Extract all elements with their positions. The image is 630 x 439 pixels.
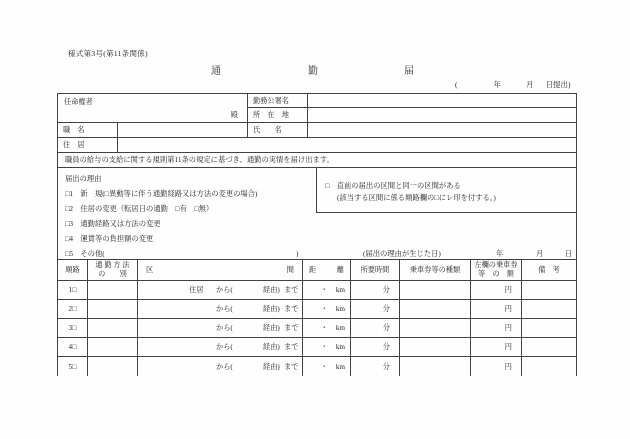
col-amount-header: 左欄の乗車券 等 の 額 [471,260,522,281]
occurred-day-label: 日 [565,249,573,258]
section-field[interactable]: から( 経由) まで [138,300,303,319]
col-remarks-header: 備 考 [522,260,576,281]
reason-item-4-checkbox[interactable]: □4 運賃等の負担額の変更 [65,234,154,243]
occurred-month-label: 月 [536,249,544,258]
table-row [58,319,576,338]
route-no-checkbox[interactable]: 5□ [58,357,88,376]
location-label: 所 在 地 [248,108,308,123]
reason-item-5-checkbox[interactable]: □5 その他( [65,249,105,258]
info-block [58,94,576,153]
col-method-header: 通 勤 方 法 の 別 [88,260,138,281]
time-field[interactable]: 分 [351,357,400,376]
date-open-paren: ( [455,80,458,89]
time-field[interactable]: 分 [351,281,400,300]
method-field[interactable] [88,319,138,338]
date-day-submit-label: 日提出) [545,80,571,89]
route-no-checkbox[interactable]: 4□ [58,338,88,357]
form-body [57,93,577,376]
col-junro-header: 順路 [58,260,88,281]
amount-field[interactable]: 円 [471,300,522,319]
route-no-checkbox[interactable]: 3□ [58,319,88,338]
amount-field[interactable]: 円 [471,281,522,300]
table-header-row [58,260,576,281]
same-section-checkbox[interactable]: □ 直前の届出の区間と同一の区間がある [325,181,461,190]
amount-field[interactable]: 円 [471,357,522,376]
job-title-field[interactable] [118,123,248,138]
remarks-field[interactable] [522,281,576,300]
section-field[interactable]: から( 経由) まで [138,357,303,376]
ticket-field[interactable] [400,338,471,357]
ticket-field[interactable] [400,319,471,338]
submit-date-line [455,79,571,90]
col-section-header: 区 間 [138,260,303,281]
reason-item-1-checkbox[interactable]: □1 新 規(□異動等に伴う通勤経路又は方法の変更の場合) [65,189,258,198]
distance-field[interactable]: ・ km [303,319,351,338]
date-year-label: 年 [493,80,501,89]
ticket-field[interactable] [400,300,471,319]
office-name-label: 勤務公署名 [248,94,308,108]
form-number: 様式第3号(第11条関係) [68,49,148,58]
title-char: 通 [211,66,221,77]
ticket-field[interactable] [400,357,471,376]
section-field[interactable]: から( 経由) まで [138,338,303,357]
table-row [58,300,576,319]
distance-field[interactable]: ・ km [303,300,351,319]
remarks-field[interactable] [522,357,576,376]
job-title-label: 職 名 [58,123,118,138]
reason-item-3-checkbox[interactable]: □3 通勤経路又は方法の変更 [65,219,161,228]
appointer-cell [58,94,248,123]
time-field[interactable]: 分 [351,300,400,319]
occurred-year-label: 年 [496,249,504,258]
section-field[interactable]: 住居 から( 経由) まで [138,281,303,300]
same-section-box [316,168,576,213]
title-char: 勤 [308,66,318,77]
table-row [58,338,576,357]
commute-table [58,260,576,376]
amount-field[interactable]: 円 [471,319,522,338]
table-row [58,357,576,376]
residence-field[interactable] [118,138,576,153]
title-char: 届 [404,66,414,77]
appointer-label: 任命権者 [64,98,93,106]
route-no-checkbox[interactable]: 1□ [58,281,88,300]
col-distance-header: 距 離 [303,260,351,281]
distance-field[interactable]: ・ km [303,338,351,357]
route-no-checkbox[interactable]: 2□ [58,300,88,319]
distance-field[interactable]: ・ km [303,281,351,300]
col-time-header: 所要時間 [351,260,400,281]
occurred-date-label: (届出の理由が生じた日) [363,249,441,258]
reason-item-2-checkbox[interactable]: □2 住居の変更（転居日の通勤 □有 □無） [65,204,214,213]
location-field[interactable] [308,108,576,123]
reason-heading: 届出の理由 [65,174,102,183]
method-field[interactable] [88,338,138,357]
method-field[interactable] [88,300,138,319]
ticket-field[interactable] [400,281,471,300]
method-field[interactable] [88,281,138,300]
remarks-field[interactable] [522,319,576,338]
remarks-field[interactable] [522,338,576,357]
distance-field[interactable]: ・ km [303,357,351,376]
name-label: 氏 名 [248,123,308,138]
section-field[interactable]: から( 経由) まで [138,319,303,338]
reason-item-5-close-paren: ) [296,249,299,258]
col-ticket-header: 乗車券等の種類 [400,260,471,281]
office-name-field[interactable] [308,94,576,108]
date-month-label: 月 [526,80,534,89]
dono-label: 殿 [230,111,238,119]
time-field[interactable]: 分 [351,319,400,338]
amount-field[interactable]: 円 [471,338,522,357]
table-row [58,281,576,300]
name-field[interactable] [308,123,576,138]
remarks-field[interactable] [522,300,576,319]
residence-label: 住 居 [58,138,118,153]
time-field[interactable]: 分 [351,338,400,357]
same-section-note: (該当する区間に係る順路欄の□にレ印を付する。) [337,193,496,202]
method-field[interactable] [88,357,138,376]
reason-section [58,168,576,260]
declaration-text: 職員の給与の支給に関する規則第11条の規定に基づき、通勤の実情を届け出ます。 [58,153,576,168]
